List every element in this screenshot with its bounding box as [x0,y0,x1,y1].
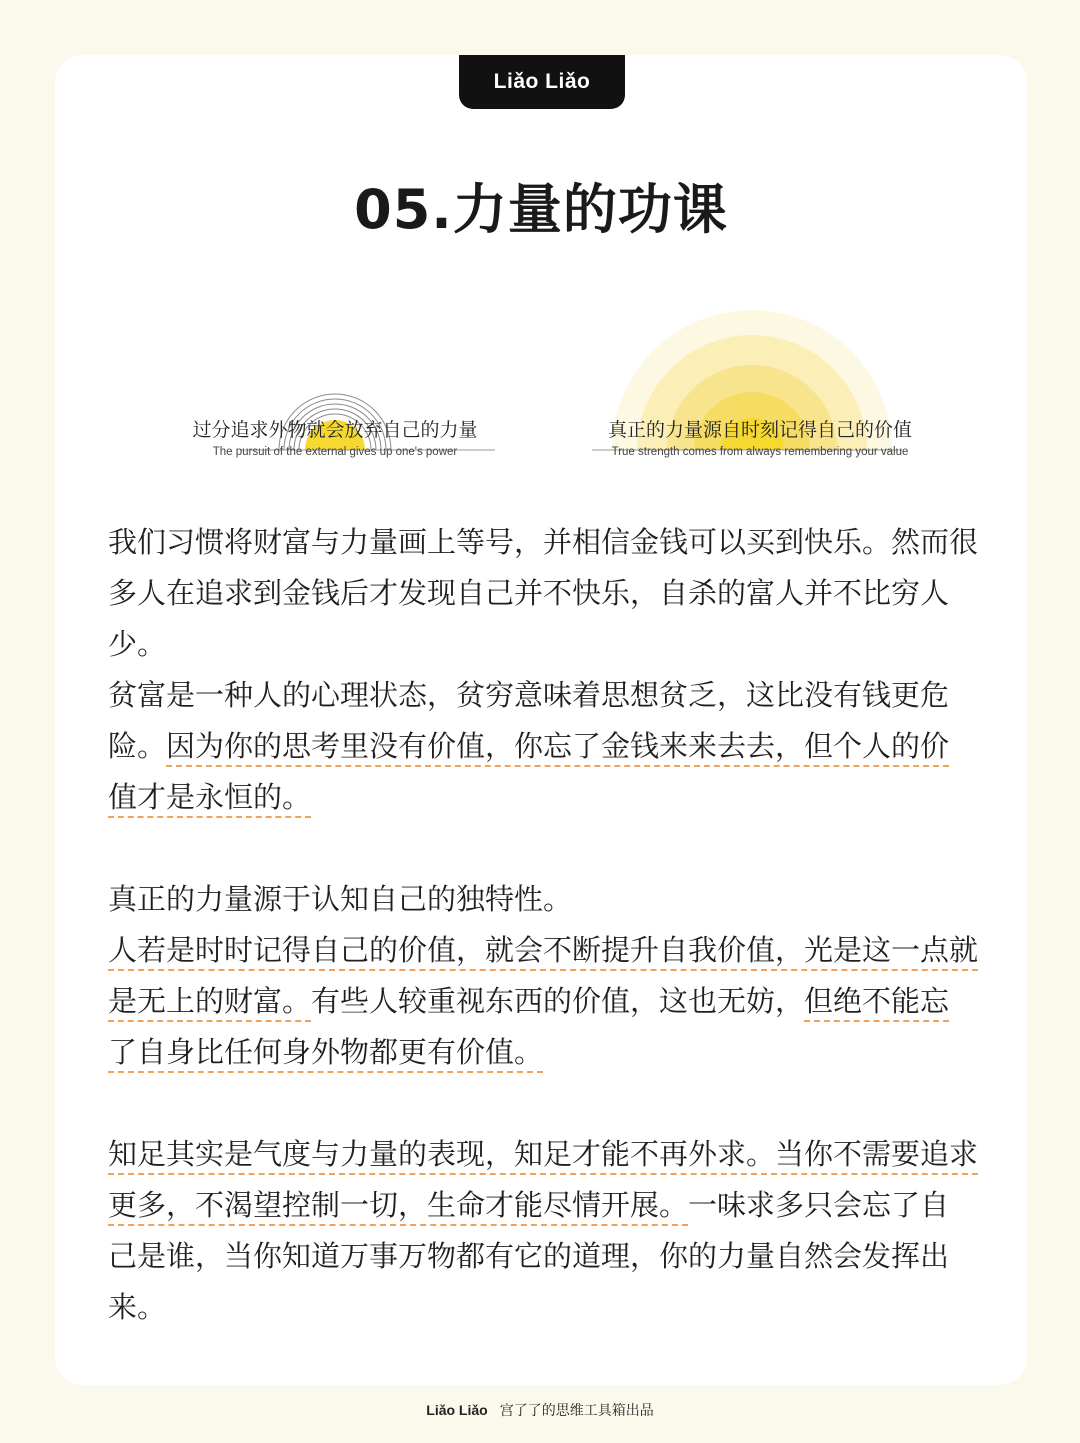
paragraph-1: 我们习惯将财富与力量画上等号，并相信金钱可以买到快乐。然而很多人在追求到金钱后才发现自己并不快乐，自杀的富人并不比穷人少。 [108,525,979,661]
paragraph-5 [108,1129,978,1333]
right-caption [570,415,950,458]
left-caption-cn: 过分追求外物就会放弃自己的力量 [192,419,478,441]
footer-brand: Liǎo Liǎo [426,1402,488,1418]
right-caption-en: True strength comes from always remembering your value [611,446,909,458]
paragraph-3: 真正的力量源于认知自己的独特性。 [108,882,573,916]
brand-logo: Liǎo Liǎo [459,55,625,109]
left-caption-en: The pursuit of the external gives up one's power [212,446,458,458]
paragraph-5-text: 一味求多只会忘了自己是谁，当你知道万事万物都有它的道理，你的力量自然会发挥出来。 [108,1188,950,1324]
paragraph-2-text: 贫富是一种人的心理状态，贫穷意味着思想贫乏，这比没有钱更危险。 [108,678,950,763]
footer [0,1400,1080,1420]
page-title: 05.力量的功课 [354,178,728,241]
paragraph-2-highlight: 因为你的思考里没有价值，你忘了金钱来来去去，但个人的价值才是永恒的。 [108,729,949,818]
right-caption-cn: 真正的力量源自时刻记得自己的价值 [607,419,912,441]
paragraph-4-highlight-1: 人若是时时记得自己的价值，就会不断提升自我价值，光是这一点就是无上的财富。 [108,933,978,1022]
content-card [55,55,1027,1385]
paragraph-4-highlight-2: 但绝不能忘了自身比任何身外物都更有价值。 [108,984,949,1073]
spacer [108,1078,978,1129]
paragraph-4 [108,925,978,1078]
article-body [108,517,978,1333]
paragraph-2 [108,670,978,823]
left-caption [160,415,510,458]
footer-text: 宫了了的思维工具箱出品 [499,1403,654,1419]
paragraph-5-highlight: 知足其实是气度与力量的表现，知足才能不再外求。当你不需要追求更多，不渴望控制一切，生命才能尽情开展。 [108,1137,978,1226]
spacer [108,823,978,874]
paragraph-4-text: 有些人较重视东西的价值，这也无妨， [311,984,805,1018]
